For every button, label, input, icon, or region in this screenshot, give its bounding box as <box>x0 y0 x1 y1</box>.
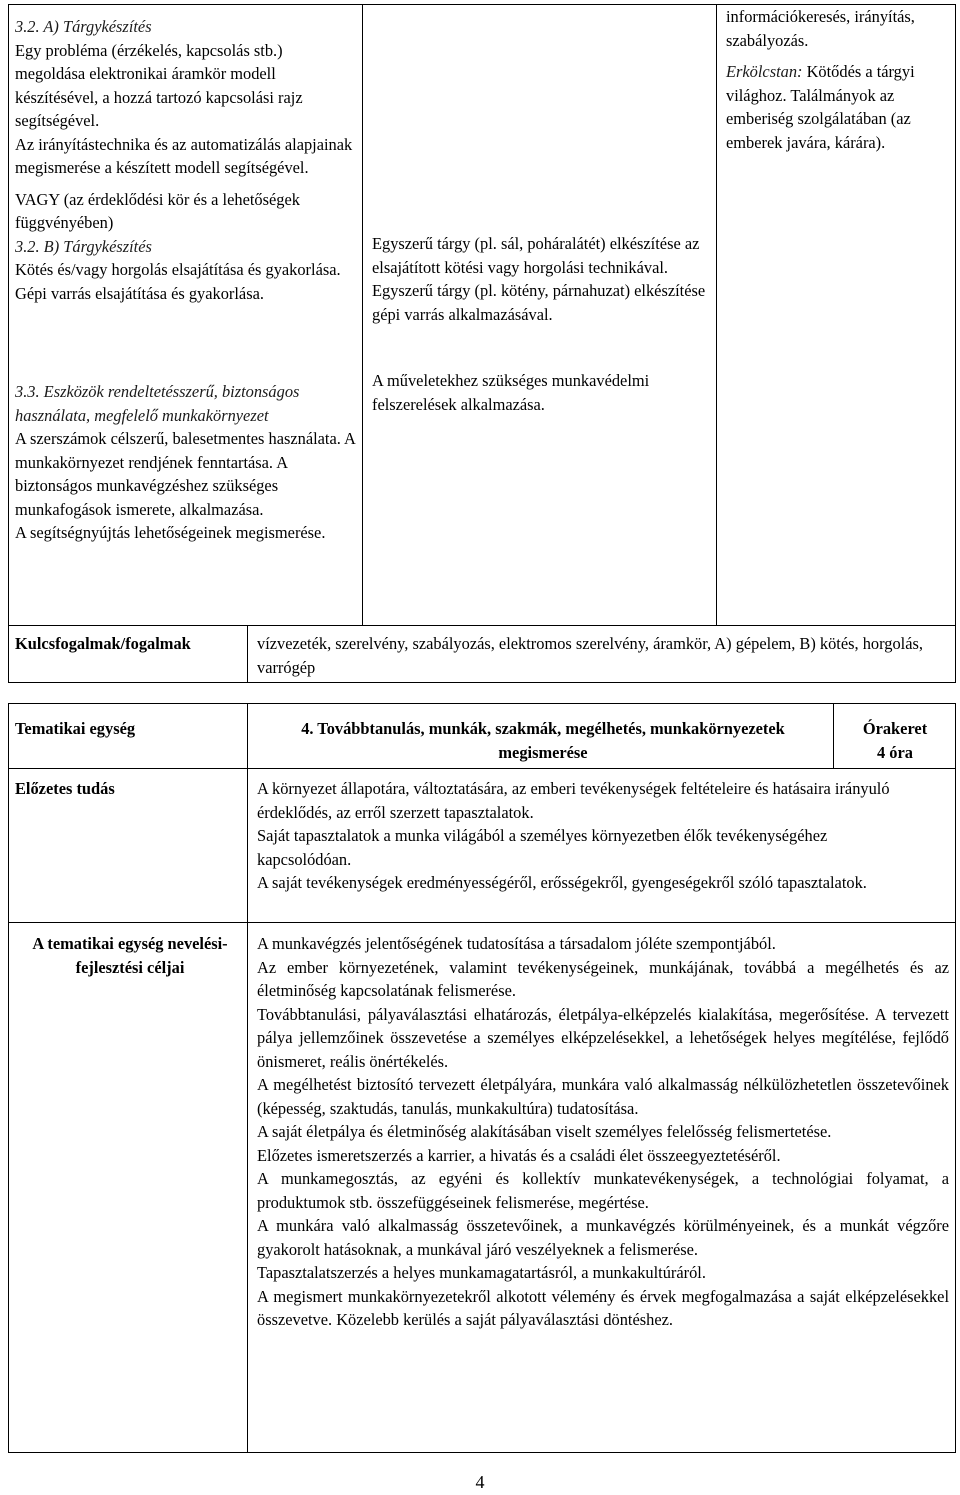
connection-ethics <box>726 60 926 154</box>
unit-table-border-top <box>8 703 956 704</box>
top-table-col-divider-2 <box>716 4 717 626</box>
goals-label-text: A tematikai egység nevelési-fejlesztési céljai <box>32 934 228 977</box>
top-table-border-bottom <box>8 682 956 683</box>
goals-item: A megélhetést biztosító tervezett életpályára, munkára való alkalmasság nélkülözhetetlen összetevőinek (képesség, szaktudás, tanulás, munkakultúra) tudatosítása. <box>257 1075 949 1118</box>
outcome-text: A műveletekhez szükséges munkavédelmi felszerelések alkalmazása. <box>372 371 650 414</box>
activity-text: Kötés és/vagy horgolás elsajátítása és gyakorlása. <box>15 260 341 279</box>
hours-block <box>836 717 954 764</box>
activity-heading-3-2-b: 3.2. B) Tárgykészítés <box>15 236 152 256</box>
goals-item: Előzetes ismeretszerzés a karrier, a hivatás és a családi élet összeegyeztetéséről. <box>257 1145 781 1165</box>
goals-label <box>15 932 245 979</box>
prior-knowledge-label: Előzetes tudás <box>15 779 115 798</box>
connection-text: információkeresés, irányítás, szabályozás. <box>726 7 915 50</box>
goals-item: A saját életpálya és életminőség alakításában viselt személyes felelősség felismertetése. <box>257 1122 832 1141</box>
unit-table-row-divider-2 <box>8 922 956 923</box>
prior-knowledge-item: A környezet állapotára, változtatására, az emberi tevékenységek feltételeire és hatásaira irányuló érdeklődés, az erről szerzett tapasztalatok. <box>257 779 890 822</box>
goals-item: Az ember környezetének, valamint tevékenységeinek, munkájának, továbbá a megélhetés és az életminőség kapcsolatának felismerése. <box>257 957 949 1000</box>
goals-item: A munkamegosztás, az egyéni és kollektív munkatevékenységek, a technológiai folyamat, a produktumok stb. összefüggéseinek felismerése, megértése. <box>257 1169 949 1212</box>
unit-table-col-divider <box>247 703 248 1453</box>
prior-knowledge-item: Saját tapasztalatok a munka világából a személyes környezetben élők tevékenységéhez kapcsolódóan. <box>257 826 828 869</box>
unit-label: Tematikai egység <box>15 719 136 738</box>
outcomes-cell-bottom <box>372 369 672 416</box>
unit-table-border-left <box>8 703 9 1453</box>
activity-heading-3-2-a: 3.2. A) Tárgykészítés <box>15 17 152 36</box>
top-table-key-divider <box>247 626 248 683</box>
activities-cell-top <box>15 15 355 305</box>
goals-item: A munkára való alkalmasság összetevőinek, a munkavégzés körülményeinek, és a munkát végzőre gyakorolt hatásoknak, a munkával járó veszélyeknek a felismerése. <box>257 1216 949 1259</box>
hours-label: Órakeret <box>862 719 928 738</box>
page-number: 4 <box>475 1472 485 1492</box>
top-table-border-left <box>8 4 9 683</box>
activity-text: A szerszámok célszerű, balesetmentes használata. A munkakörnyezet rendjének fenntartása. A biztonságos munkavégzéshez szükséges munkafogások ismerete, alkalmazása. <box>15 429 355 519</box>
prior-knowledge-list <box>257 777 949 895</box>
unit-table-border-bottom <box>8 1452 956 1453</box>
activity-text: Egy probléma (érzékelés, kapcsolás stb.) megoldása elektronikai áramkör modell készítésével, a hozzá tartozó kapcsolási rajz segítségével. <box>15 40 303 130</box>
goals-item: Tapasztalatszerzés a helyes munkamagatartásról, a munkakultúráról. <box>257 1263 706 1282</box>
activities-cell-bottom <box>15 380 355 545</box>
key-concepts-label: Kulcsfogalmak/fogalmak <box>15 634 191 653</box>
unit-title <box>256 717 830 764</box>
goals-item: A megismert munkakörnyezetekről alkotott vélemény és érvek megfogalmazása a saját elképzelésekkel összevetve. Közelebb kerülés a saját pályaválasztási döntéshez. <box>257 1286 949 1329</box>
goals-item: Továbbtanulási, pályaválasztási elhatározás, életpálya-elképzelés kialakítása, megerősítése. A tervezett pálya jellemzőinek összevetése a személyes elképzelésekkel, a lehetőségek helyes megítélése, fejlődő önismeret, reális önértékelés. <box>257 1004 949 1071</box>
connection-text: Kötődés a tárgyi világhoz. Találmányok az emberiség szolgálatában (az emberek javára, kárára). <box>726 62 915 152</box>
hours-value: 4 óra <box>877 742 913 762</box>
activity-text: Az irányítástechnika és az automatizálás alapjainak megismerése a készített modell segítségével. <box>15 134 353 177</box>
top-table-col-divider-1 <box>362 4 363 626</box>
subject-label-ethics: Erkölcstan: <box>726 62 803 81</box>
connections-cell <box>726 5 926 154</box>
activity-text: A segítségnyújtás lehetőségeinek megismerése. <box>15 523 326 542</box>
unit-title-text: 4. Továbbtanulás, munkák, szakmák, megélhetés, munkakörnyezetek megismerése <box>301 719 785 762</box>
activity-text: Gépi varrás elsajátítása és gyakorlása. <box>15 283 264 303</box>
goals-item: A munkavégzés jelentőségének tudatosítása a társadalom jóléte szempontjából. <box>257 934 776 953</box>
prior-knowledge-item: A saját tevékenységek eredményességéről, erősségekről, gyengeségekről szóló tapasztalatok. <box>257 873 867 892</box>
key-concepts-value: vízvezeték, szerelvény, szabályozás, elektromos szerelvény, áramkör, A) gépelem, B) kötés, horgolás, varrógép <box>257 634 923 677</box>
unit-table-hours-divider <box>833 703 834 769</box>
goals-list <box>257 932 949 1332</box>
unit-table-row-divider-1 <box>8 768 956 769</box>
top-table-border-right <box>955 4 956 683</box>
top-table-row-divider <box>8 625 956 626</box>
unit-table-border-right <box>955 703 956 1453</box>
activity-heading-3-3: 3.3. Eszközök rendeltetésszerű, biztonságos használata, megfelelő munkakörnyezet <box>15 382 300 425</box>
outcomes-cell-top <box>372 232 710 326</box>
activity-text: VAGY (az érdeklődési kör és a lehetőségek függvényében) <box>15 189 300 232</box>
outcome-text: Egyszerű tárgy (pl. sál, poháralátét) elkészítése az elsajátított kötési vagy horgolási technikával. Egyszerű tárgy (pl. kötény, párnahuzat) elkészítése gépi varrás alkalmazásával. <box>372 234 706 324</box>
